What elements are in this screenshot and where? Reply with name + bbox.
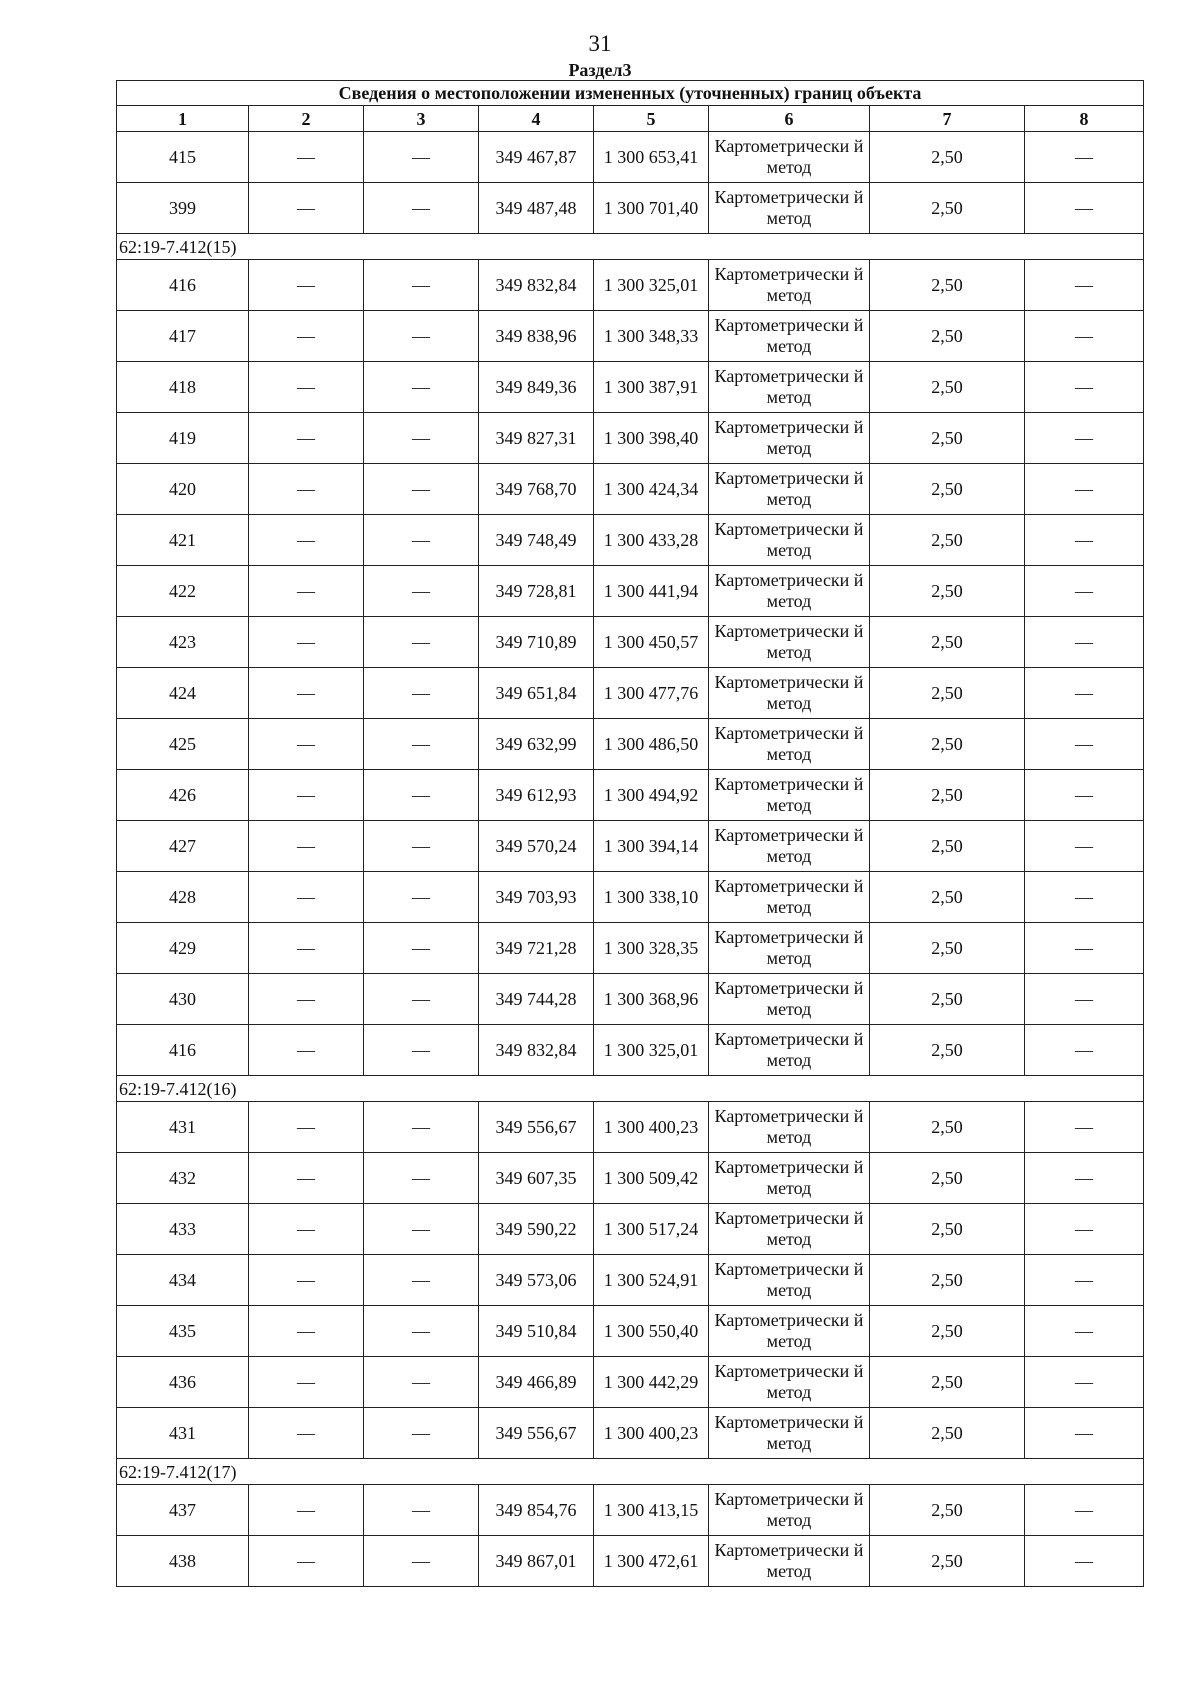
x-coordinate: 349 487,48 [479, 183, 594, 234]
point-number: 426 [117, 770, 249, 821]
page-number: 31 [588, 31, 612, 56]
x-coordinate: 349 466,89 [479, 1357, 594, 1408]
y-coordinate: 1 300 413,15 [594, 1485, 709, 1536]
method-cell: Картометрически й метод [709, 1306, 870, 1357]
x-coordinate: 349 849,36 [479, 362, 594, 413]
col-3-cell: — [364, 1102, 479, 1153]
y-coordinate: 1 300 441,94 [594, 566, 709, 617]
x-coordinate: 349 590,22 [479, 1204, 594, 1255]
y-coordinate: 1 300 517,24 [594, 1204, 709, 1255]
accuracy-cell: 2,50 [870, 132, 1025, 183]
table-row [117, 923, 1144, 974]
method-cell: Картометрически й метод [709, 1153, 870, 1204]
method-cell: Картометрически й метод [709, 515, 870, 566]
col-2-cell: — [249, 311, 364, 362]
x-coordinate: 349 748,49 [479, 515, 594, 566]
col-8-cell: — [1025, 1204, 1144, 1255]
method-cell: Картометрически й метод [709, 1102, 870, 1153]
section-label: Раздел3 [568, 60, 632, 80]
table-row [117, 413, 1144, 464]
col-2-cell: — [249, 260, 364, 311]
table-row [117, 617, 1144, 668]
y-coordinate: 1 300 472,61 [594, 1536, 709, 1587]
table-row [117, 1255, 1144, 1306]
method-cell: Картометрически й метод [709, 413, 870, 464]
x-coordinate: 349 510,84 [479, 1306, 594, 1357]
col-8-cell: — [1025, 770, 1144, 821]
col-3-cell: — [364, 132, 479, 183]
x-coordinate: 349 838,96 [479, 311, 594, 362]
point-number: 435 [117, 1306, 249, 1357]
y-coordinate: 1 300 450,57 [594, 617, 709, 668]
table-row [117, 1357, 1144, 1408]
col-8-cell: — [1025, 872, 1144, 923]
table-body [117, 81, 1144, 1587]
accuracy-cell: 2,50 [870, 719, 1025, 770]
method-cell: Картометрически й метод [709, 311, 870, 362]
col-3-cell: — [364, 1536, 479, 1587]
table-row [117, 1306, 1144, 1357]
accuracy-cell: 2,50 [870, 260, 1025, 311]
col-3-cell: — [364, 923, 479, 974]
table-row [117, 132, 1144, 183]
x-coordinate: 349 556,67 [479, 1102, 594, 1153]
method-cell: Картометрически й метод [709, 1536, 870, 1587]
accuracy-cell: 2,50 [870, 183, 1025, 234]
y-coordinate: 1 300 550,40 [594, 1306, 709, 1357]
col-8-cell: — [1025, 311, 1144, 362]
x-coordinate: 349 467,87 [479, 132, 594, 183]
method-cell: Картометрически й метод [709, 464, 870, 515]
method-cell: Картометрически й метод [709, 1204, 870, 1255]
method-cell: Картометрически й метод [709, 566, 870, 617]
col-3-cell: — [364, 668, 479, 719]
col-2-cell: — [249, 770, 364, 821]
col-2-cell: — [249, 1357, 364, 1408]
point-number: 436 [117, 1357, 249, 1408]
accuracy-cell: 2,50 [870, 1204, 1025, 1255]
point-number: 434 [117, 1255, 249, 1306]
y-coordinate: 1 300 442,29 [594, 1357, 709, 1408]
col-8-cell: — [1025, 183, 1144, 234]
col-2-cell: — [249, 1536, 364, 1587]
col-3-cell: — [364, 362, 479, 413]
table-row [117, 1536, 1144, 1587]
y-coordinate: 1 300 424,34 [594, 464, 709, 515]
col-8-cell: — [1025, 464, 1144, 515]
y-coordinate: 1 300 400,23 [594, 1102, 709, 1153]
accuracy-cell: 2,50 [870, 872, 1025, 923]
method-cell: Картометрически й метод [709, 1025, 870, 1076]
accuracy-cell: 2,50 [870, 1536, 1025, 1587]
col-8-cell: — [1025, 260, 1144, 311]
y-coordinate: 1 300 477,76 [594, 668, 709, 719]
y-coordinate: 1 300 338,10 [594, 872, 709, 923]
y-coordinate: 1 300 400,23 [594, 1408, 709, 1459]
table-row [117, 464, 1144, 515]
table-row [117, 1408, 1144, 1459]
col-3-cell: — [364, 719, 479, 770]
point-number: 416 [117, 1025, 249, 1076]
column-header: 6 [709, 106, 870, 132]
col-2-cell: — [249, 719, 364, 770]
col-2-cell: — [249, 872, 364, 923]
col-8-cell: — [1025, 719, 1144, 770]
group-row [117, 234, 1144, 260]
method-cell: Картометрически й метод [709, 362, 870, 413]
col-8-cell: — [1025, 821, 1144, 872]
column-header: 7 [870, 106, 1025, 132]
table-title: Сведения о местоположении измененных (уточненных) границ объекта [117, 81, 1144, 106]
col-2-cell: — [249, 566, 364, 617]
col-2-cell: — [249, 1204, 364, 1255]
method-cell: Картометрически й метод [709, 1485, 870, 1536]
point-number: 427 [117, 821, 249, 872]
col-3-cell: — [364, 1204, 479, 1255]
table-row [117, 1153, 1144, 1204]
col-8-cell: — [1025, 1536, 1144, 1587]
col-2-cell: — [249, 821, 364, 872]
point-number: 424 [117, 668, 249, 719]
col-3-cell: — [364, 1306, 479, 1357]
boundary-coordinates-table [116, 80, 1144, 1587]
table-row [117, 566, 1144, 617]
x-coordinate: 349 832,84 [479, 1025, 594, 1076]
y-coordinate: 1 300 433,28 [594, 515, 709, 566]
col-3-cell: — [364, 1485, 479, 1536]
accuracy-cell: 2,50 [870, 668, 1025, 719]
method-cell: Картометрически й метод [709, 821, 870, 872]
y-coordinate: 1 300 486,50 [594, 719, 709, 770]
accuracy-cell: 2,50 [870, 974, 1025, 1025]
table-row [117, 311, 1144, 362]
col-8-cell: — [1025, 515, 1144, 566]
accuracy-cell: 2,50 [870, 923, 1025, 974]
x-coordinate: 349 612,93 [479, 770, 594, 821]
x-coordinate: 349 651,84 [479, 668, 594, 719]
col-3-cell: — [364, 515, 479, 566]
col-3-cell: — [364, 183, 479, 234]
column-header: 8 [1025, 106, 1144, 132]
table-row [117, 821, 1144, 872]
point-number: 437 [117, 1485, 249, 1536]
point-number: 416 [117, 260, 249, 311]
point-number: 429 [117, 923, 249, 974]
x-coordinate: 349 827,31 [479, 413, 594, 464]
table-row [117, 719, 1144, 770]
accuracy-cell: 2,50 [870, 1408, 1025, 1459]
table-row [117, 770, 1144, 821]
col-2-cell: — [249, 1306, 364, 1357]
point-number: 421 [117, 515, 249, 566]
col-8-cell: — [1025, 566, 1144, 617]
y-coordinate: 1 300 701,40 [594, 183, 709, 234]
accuracy-cell: 2,50 [870, 413, 1025, 464]
point-number: 430 [117, 974, 249, 1025]
column-header: 3 [364, 106, 479, 132]
col-2-cell: — [249, 132, 364, 183]
group-row [117, 1459, 1144, 1485]
col-2-cell: — [249, 1485, 364, 1536]
point-number: 399 [117, 183, 249, 234]
y-coordinate: 1 300 394,14 [594, 821, 709, 872]
col-3-cell: — [364, 872, 479, 923]
col-2-cell: — [249, 464, 364, 515]
accuracy-cell: 2,50 [870, 1102, 1025, 1153]
table-row [117, 1485, 1144, 1536]
table-row [117, 974, 1144, 1025]
col-3-cell: — [364, 1025, 479, 1076]
method-cell: Картометрически й метод [709, 719, 870, 770]
col-2-cell: — [249, 413, 364, 464]
column-header: 1 [117, 106, 249, 132]
col-2-cell: — [249, 1025, 364, 1076]
x-coordinate: 349 632,99 [479, 719, 594, 770]
col-8-cell: — [1025, 1306, 1144, 1357]
col-3-cell: — [364, 566, 479, 617]
x-coordinate: 349 721,28 [479, 923, 594, 974]
x-coordinate: 349 728,81 [479, 566, 594, 617]
col-8-cell: — [1025, 1357, 1144, 1408]
point-number: 420 [117, 464, 249, 515]
method-cell: Картометрически й метод [709, 974, 870, 1025]
col-8-cell: — [1025, 1025, 1144, 1076]
accuracy-cell: 2,50 [870, 566, 1025, 617]
accuracy-cell: 2,50 [870, 464, 1025, 515]
table-row [117, 872, 1144, 923]
x-coordinate: 349 573,06 [479, 1255, 594, 1306]
point-number: 431 [117, 1102, 249, 1153]
point-number: 417 [117, 311, 249, 362]
col-8-cell: — [1025, 1102, 1144, 1153]
accuracy-cell: 2,50 [870, 1153, 1025, 1204]
point-number: 438 [117, 1536, 249, 1587]
x-coordinate: 349 832,84 [479, 260, 594, 311]
col-8-cell: — [1025, 617, 1144, 668]
point-number: 415 [117, 132, 249, 183]
col-3-cell: — [364, 1153, 479, 1204]
col-2-cell: — [249, 515, 364, 566]
table-row [117, 515, 1144, 566]
method-cell: Картометрически й метод [709, 770, 870, 821]
col-8-cell: — [1025, 413, 1144, 464]
col-2-cell: — [249, 668, 364, 719]
col-3-cell: — [364, 1255, 479, 1306]
table-row [117, 183, 1144, 234]
table-row [117, 668, 1144, 719]
accuracy-cell: 2,50 [870, 1025, 1025, 1076]
x-coordinate: 349 710,89 [479, 617, 594, 668]
table-caption-row [117, 81, 1144, 106]
method-cell: Картометрически й метод [709, 1357, 870, 1408]
group-row [117, 1076, 1144, 1102]
point-number: 425 [117, 719, 249, 770]
col-3-cell: — [364, 770, 479, 821]
col-2-cell: — [249, 1102, 364, 1153]
point-number: 422 [117, 566, 249, 617]
col-8-cell: — [1025, 1255, 1144, 1306]
accuracy-cell: 2,50 [870, 1255, 1025, 1306]
column-header: 4 [479, 106, 594, 132]
col-3-cell: — [364, 974, 479, 1025]
column-header: 2 [249, 106, 364, 132]
y-coordinate: 1 300 325,01 [594, 1025, 709, 1076]
col-8-cell: — [1025, 974, 1144, 1025]
accuracy-cell: 2,50 [870, 821, 1025, 872]
method-cell: Картометрически й метод [709, 872, 870, 923]
point-number: 428 [117, 872, 249, 923]
col-2-cell: — [249, 923, 364, 974]
y-coordinate: 1 300 653,41 [594, 132, 709, 183]
method-cell: Картометрически й метод [709, 1255, 870, 1306]
col-3-cell: — [364, 260, 479, 311]
accuracy-cell: 2,50 [870, 1357, 1025, 1408]
y-coordinate: 1 300 387,91 [594, 362, 709, 413]
col-2-cell: — [249, 362, 364, 413]
parcel-group-label: 62:19-7.412(16) [117, 1076, 1144, 1102]
y-coordinate: 1 300 494,92 [594, 770, 709, 821]
x-coordinate: 349 570,24 [479, 821, 594, 872]
method-cell: Картометрически й метод [709, 132, 870, 183]
y-coordinate: 1 300 348,33 [594, 311, 709, 362]
col-2-cell: — [249, 183, 364, 234]
y-coordinate: 1 300 368,96 [594, 974, 709, 1025]
accuracy-cell: 2,50 [870, 1485, 1025, 1536]
y-coordinate: 1 300 325,01 [594, 260, 709, 311]
col-3-cell: — [364, 464, 479, 515]
col-3-cell: — [364, 821, 479, 872]
point-number: 423 [117, 617, 249, 668]
col-8-cell: — [1025, 923, 1144, 974]
col-8-cell: — [1025, 362, 1144, 413]
parcel-group-label: 62:19-7.412(17) [117, 1459, 1144, 1485]
x-coordinate: 349 744,28 [479, 974, 594, 1025]
point-number: 418 [117, 362, 249, 413]
table-row [117, 1025, 1144, 1076]
y-coordinate: 1 300 398,40 [594, 413, 709, 464]
accuracy-cell: 2,50 [870, 770, 1025, 821]
y-coordinate: 1 300 524,91 [594, 1255, 709, 1306]
col-8-cell: — [1025, 1153, 1144, 1204]
parcel-group-label: 62:19-7.412(15) [117, 234, 1144, 260]
x-coordinate: 349 854,76 [479, 1485, 594, 1536]
method-cell: Картометрически й метод [709, 183, 870, 234]
method-cell: Картометрически й метод [709, 617, 870, 668]
col-8-cell: — [1025, 668, 1144, 719]
col-2-cell: — [249, 1255, 364, 1306]
table-row [117, 260, 1144, 311]
accuracy-cell: 2,50 [870, 515, 1025, 566]
col-2-cell: — [249, 617, 364, 668]
col-3-cell: — [364, 617, 479, 668]
y-coordinate: 1 300 328,35 [594, 923, 709, 974]
accuracy-cell: 2,50 [870, 1306, 1025, 1357]
table-row [117, 1204, 1144, 1255]
col-8-cell: — [1025, 1485, 1144, 1536]
accuracy-cell: 2,50 [870, 311, 1025, 362]
point-number: 431 [117, 1408, 249, 1459]
col-2-cell: — [249, 1153, 364, 1204]
accuracy-cell: 2,50 [870, 617, 1025, 668]
table-row [117, 1102, 1144, 1153]
method-cell: Картометрически й метод [709, 668, 870, 719]
point-number: 419 [117, 413, 249, 464]
col-8-cell: — [1025, 1408, 1144, 1459]
col-8-cell: — [1025, 132, 1144, 183]
col-3-cell: — [364, 1408, 479, 1459]
y-coordinate: 1 300 509,42 [594, 1153, 709, 1204]
col-2-cell: — [249, 1408, 364, 1459]
table-row [117, 362, 1144, 413]
point-number: 432 [117, 1153, 249, 1204]
method-cell: Картометрически й метод [709, 260, 870, 311]
x-coordinate: 349 768,70 [479, 464, 594, 515]
col-3-cell: — [364, 413, 479, 464]
x-coordinate: 349 556,67 [479, 1408, 594, 1459]
col-3-cell: — [364, 1357, 479, 1408]
col-2-cell: — [249, 974, 364, 1025]
col-3-cell: — [364, 311, 479, 362]
accuracy-cell: 2,50 [870, 362, 1025, 413]
x-coordinate: 349 867,01 [479, 1536, 594, 1587]
method-cell: Картометрически й метод [709, 1408, 870, 1459]
x-coordinate: 349 607,35 [479, 1153, 594, 1204]
method-cell: Картометрически й метод [709, 923, 870, 974]
table-header-row [117, 106, 1144, 132]
column-header: 5 [594, 106, 709, 132]
point-number: 433 [117, 1204, 249, 1255]
x-coordinate: 349 703,93 [479, 872, 594, 923]
